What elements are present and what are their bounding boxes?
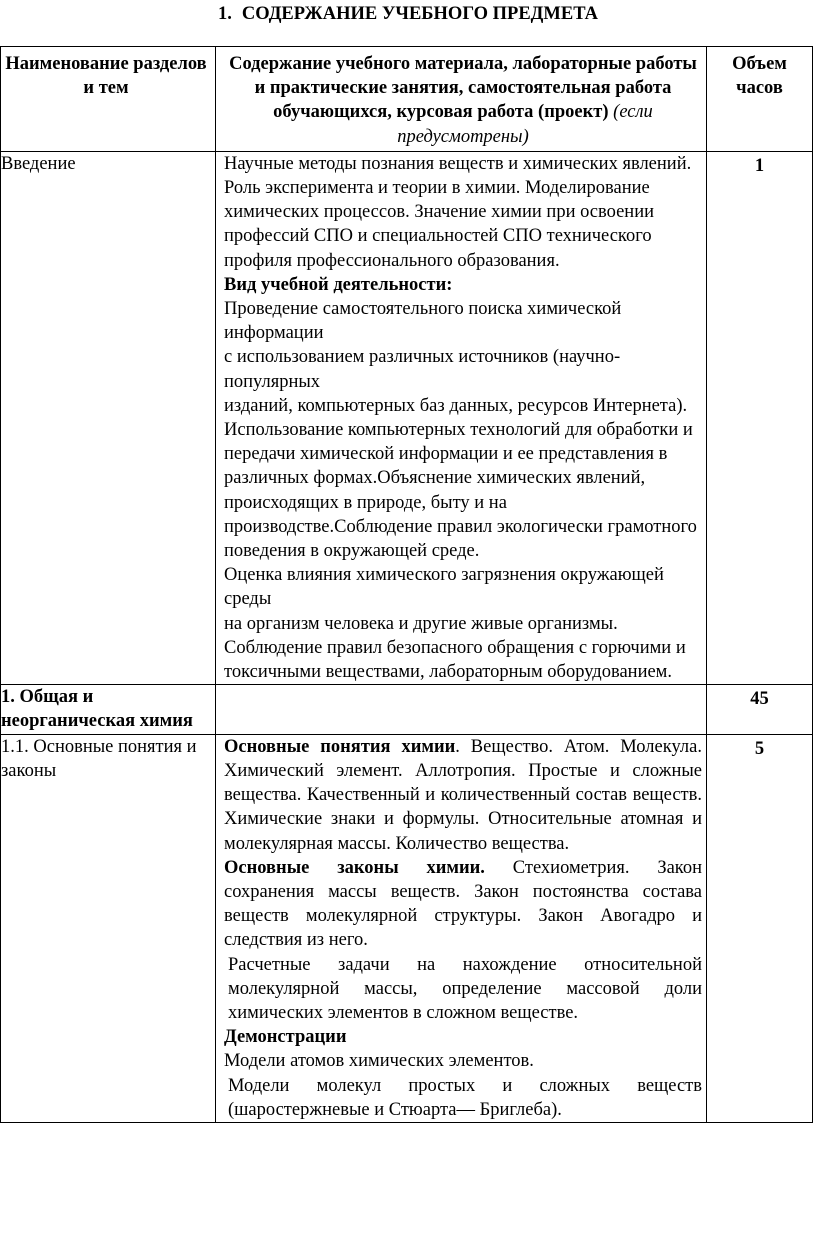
table-header-row	[1, 47, 813, 152]
row-section1-content	[216, 685, 707, 734]
demo-heading: Демонстрации	[224, 1027, 347, 1048]
activity-line: Соблюдение правил безопасного обращения с горючими и токсичными веществами, лабораторным оборудованием.	[224, 637, 686, 683]
activity-line: изданий, компьютерных баз данных, ресурсов Интернета).	[224, 395, 688, 416]
topic11-paragraph	[224, 856, 702, 953]
row-topic11-hours	[707, 734, 813, 1122]
table-row	[1, 734, 813, 1122]
topic11-p1-text: . Вещество. Атом. Молекула. Химический элемент. Аллотропия. Простые и сложные вещества. Качественный и количественный состав веществ. Химические знаки и формулы. Относительные атомная и молекулярная массы. Количество вещества.	[224, 736, 702, 854]
activity-line: с использованием различных источников (научно-популярных	[224, 347, 621, 392]
demo-item: Модели молекул простых и сложных веществ (шаростержневые и Стюарта— Бриглеба).	[228, 1075, 702, 1120]
topic11-paragraph	[224, 735, 702, 856]
header-hours	[707, 47, 813, 152]
intro-paragraph: Научные методы познания веществ и химических явлений. Роль эксперимента и теории в химии. Моделирование химических процессов. Значение химии при освоении профессий СПО и специальностей СПО технического профиля профессионального образования.	[224, 153, 692, 271]
row-intro-content	[216, 151, 707, 684]
row-topic11-content	[216, 734, 707, 1122]
activity-line: на организм человека и другие живые организмы.	[224, 613, 618, 634]
table-row	[1, 685, 813, 734]
activity-line: Оценка влияния химического загрязнения окружающей среды	[224, 565, 664, 610]
header-content	[216, 47, 707, 152]
intro-hours: 1	[754, 155, 765, 176]
title-number: 1.	[218, 4, 232, 24]
header-content-label: Содержание учебного материала, лабораторные работы и практические занятия, самостоятельная работа обучающихся, курсовая работа (проект)	[229, 54, 697, 123]
header-sections	[1, 47, 216, 152]
header-content-note: (если предусмотрены)	[397, 102, 653, 147]
activity-line: Проведение самостоятельного поиска химической информации	[224, 299, 622, 344]
section1-hours: 45	[750, 689, 769, 710]
section1-name: 1. Общая и неорганическая химия	[1, 687, 193, 732]
topic11-p1-heading: Основные понятия химии	[224, 736, 456, 757]
table-row	[1, 151, 813, 684]
topic11-paragraph: Расчетные задачи на нахождение относительной молекулярной массы, определение массовой доли химических элементов в сложном веществе.	[228, 954, 702, 1023]
topic11-p2-heading: Основные законы химии.	[224, 857, 485, 878]
row-intro-name	[1, 151, 216, 684]
page-title	[0, 2, 816, 26]
row-intro-hours	[707, 151, 813, 684]
row-section1-hours	[707, 685, 813, 734]
row-topic11-name	[1, 734, 216, 1122]
content-table	[0, 46, 813, 1123]
topic11-hours: 5	[754, 738, 765, 759]
row-section1-name	[1, 685, 216, 734]
header-hours-label: Объем часов	[732, 54, 787, 99]
header-sections-label: Наименование разделов и тем	[5, 54, 207, 99]
demo-item: Модели атомов химических элементов.	[224, 1051, 534, 1072]
title-text: СОДЕРЖАНИЕ УЧЕБНОГО ПРЕДМЕТА	[241, 4, 598, 24]
topic11-p2-text: Стехиометрия. Закон сохранения массы веществ. Закон постоянства состава веществ молекулярной структуры. Закон Авогадро и следствия из него.	[224, 857, 702, 951]
intro-name: Введение	[1, 153, 76, 174]
activity-line: Использование компьютерных технологий для обработки и передачи химической информации и ее представления в различных формах.Объяснение химических явлений, происходящих в природе, быту и на производстве.Соблюдение правил экологически грамотного поведения в окружающей среде.	[224, 420, 697, 562]
activity-heading: Вид учебной деятельности:	[224, 274, 453, 295]
topic11-name: 1.1. Основные понятия и законы	[1, 736, 197, 781]
